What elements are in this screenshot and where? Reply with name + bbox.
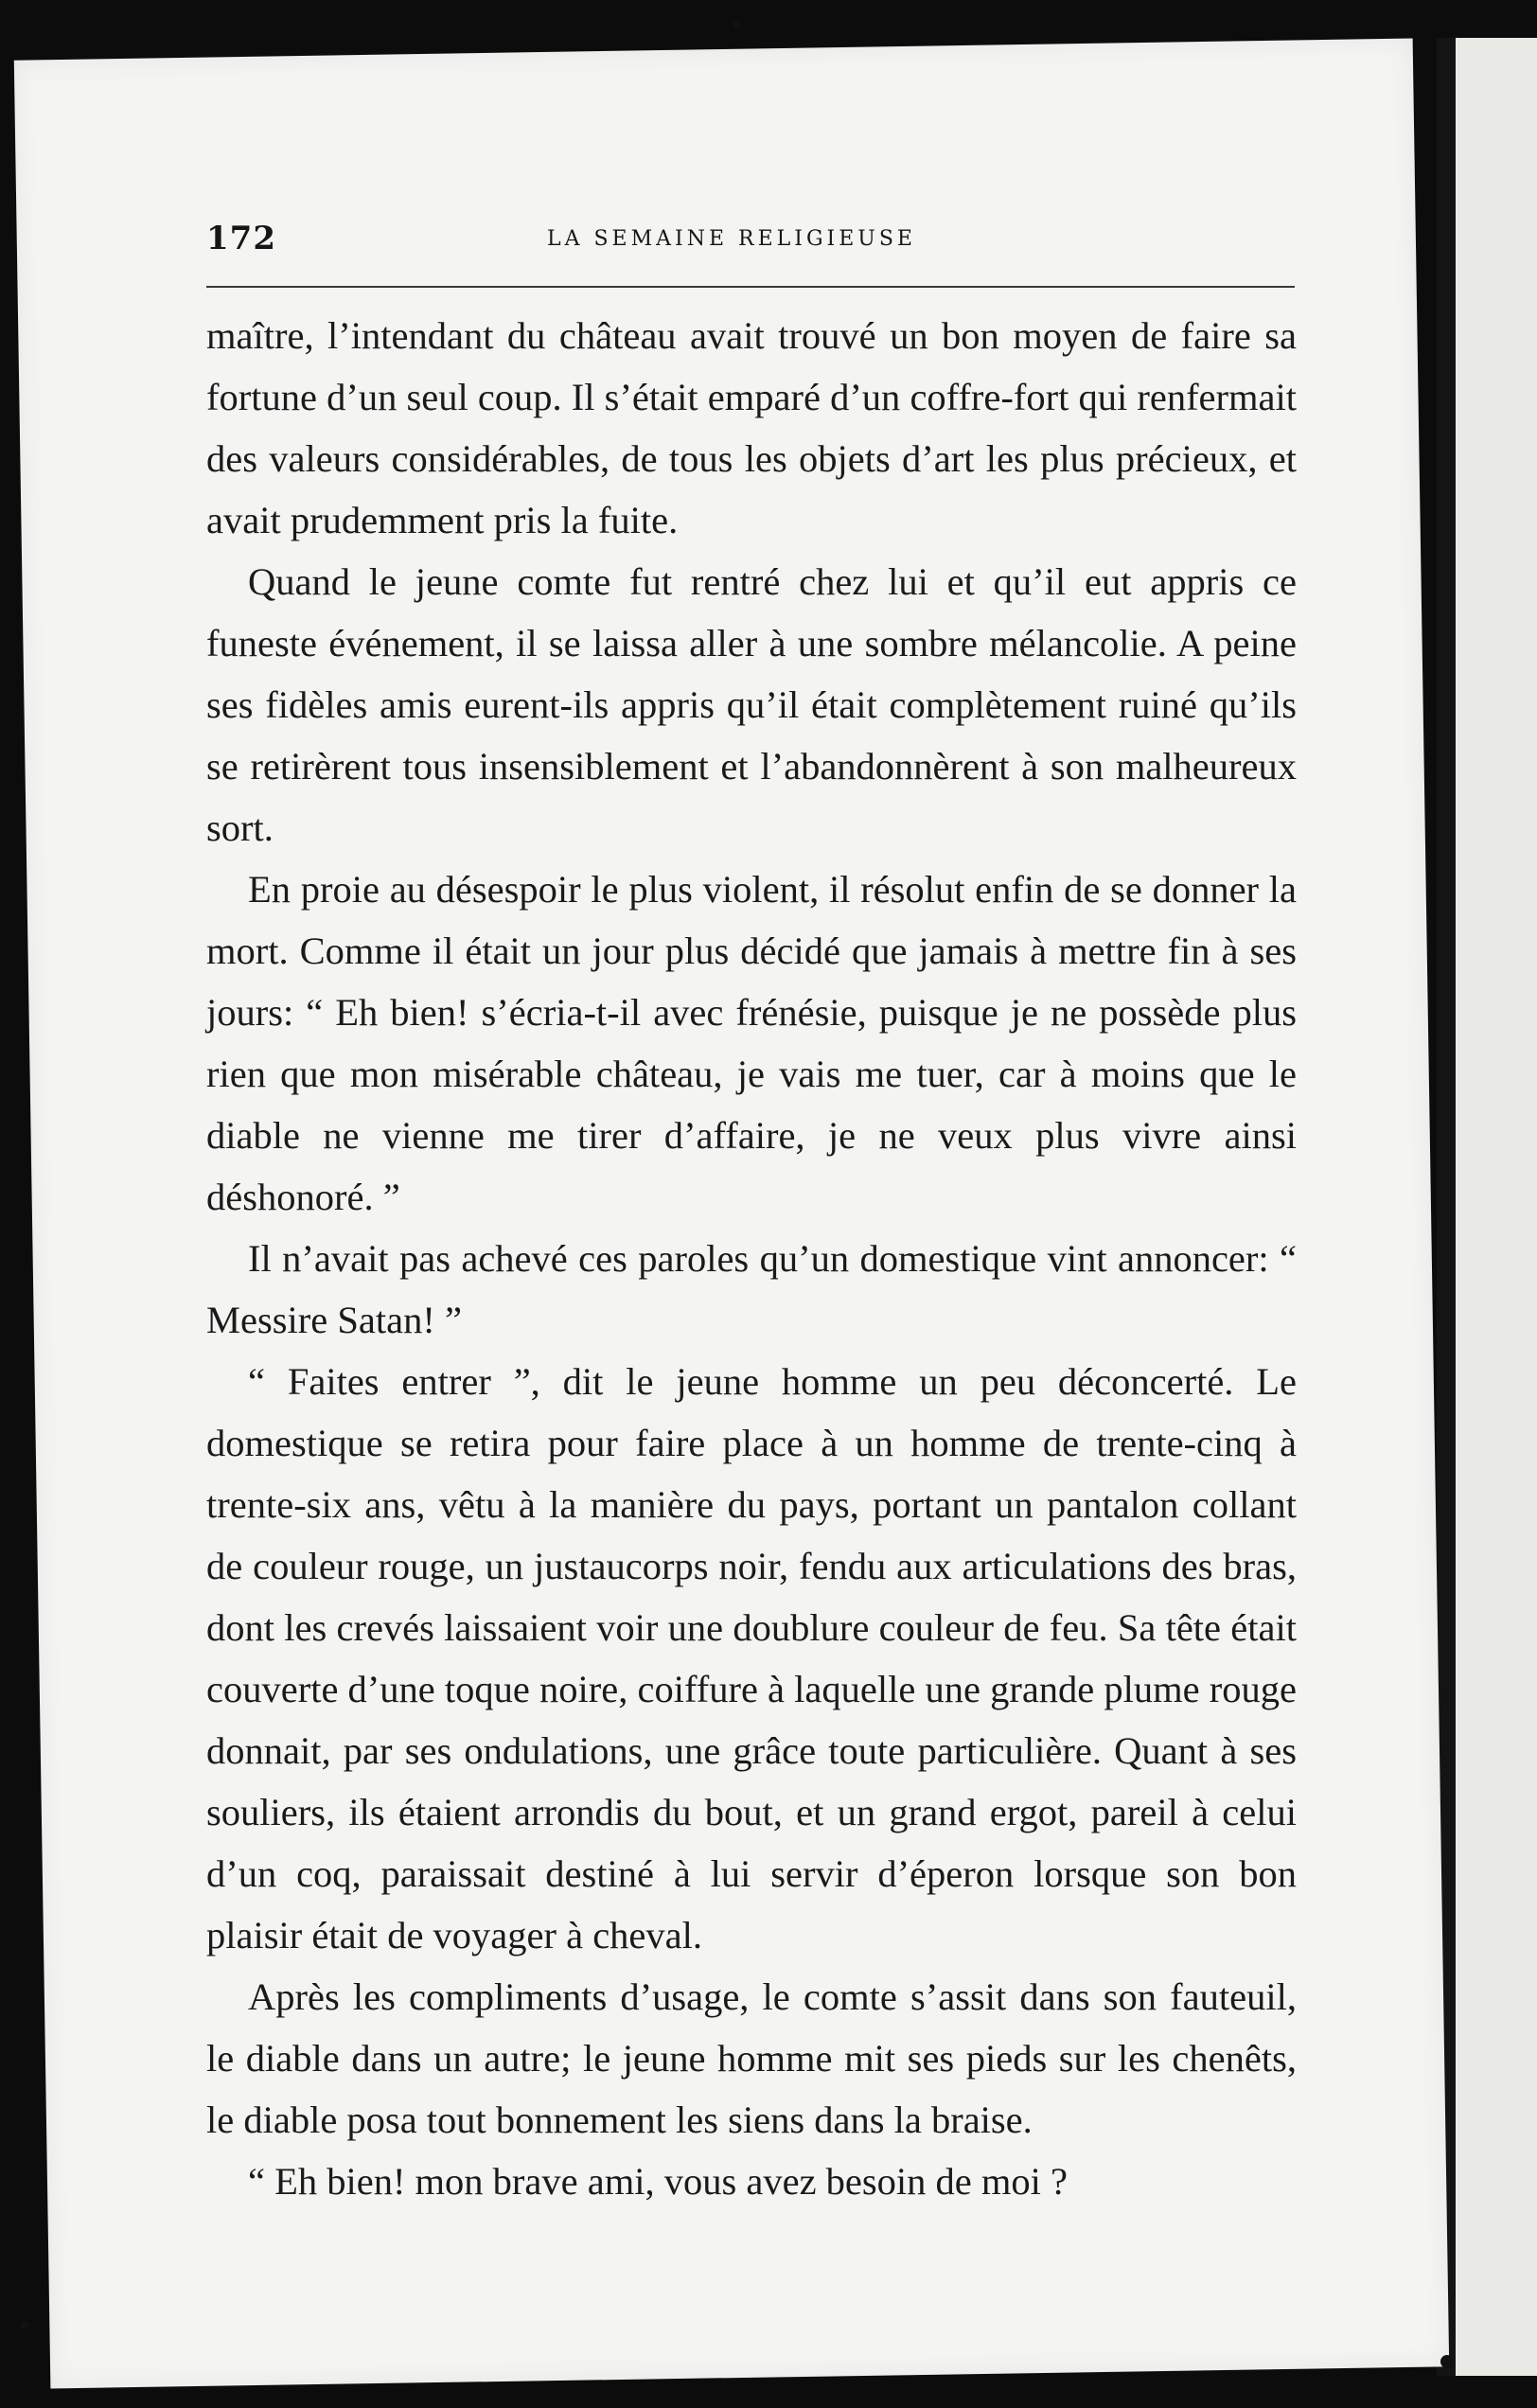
scan-speck	[21, 2321, 29, 2329]
paragraph: En proie au désespoir le plus violent, il résolut enfin de se donner la mort. Comme il était un jour plus décidé que jamais à mettre fin à ses jours: “ Eh bien! s’écria-t-il avec frénésie, puisque je ne possède plus rien que mon misérable château, je vais me tuer, car à moins que le diable ne vienne me tirer d’affaire, je ne veux plus vivre ainsi déshonoré. ”	[206, 868, 1297, 1218]
scan-speck	[733, 21, 741, 29]
paragraph: maître, l’intendant du château avait trouvé un bon moyen de faire sa fortune d’un seul coup. Il s’était emparé d’un coffre-fort qui renfermait des valeurs considérables, de tous les objets d’art les plus précieux, et avait prudemment pris la fuite.	[206, 314, 1297, 541]
running-header	[206, 216, 1297, 273]
page-number: 172	[206, 220, 276, 257]
running-title: LA SEMAINE RELIGIEUSE	[547, 227, 916, 251]
paragraph: Après les compliments d’usage, le comte s’assit dans son fauteuil, le diable dans un autre; le jeune homme mit ses pieds sur les chenêts, le diable posa tout bonnement les siens dans la braise.	[206, 1975, 1297, 2141]
adjacent-page-edge	[1437, 38, 1537, 2376]
paragraph: “ Faites entrer ”, dit le jeune homme un peu déconcerté. Le domestique se retira pour faire place à un homme de trente-cinq à trente-six ans, vêtu à la manière du pays, portant un pantalon collant de couleur rouge, un justaucorps noir, fendu aux articulations des bras, dont les crevés laissaient voir une doublure couleur de feu. Sa tête était couverte d’une toque noire, coiffure à laquelle une grande plume rouge donnait, par ses ondulations, une grâce toute particulière. Quant à ses souliers, ils étaient arrondis du bout, et un grand ergot, pareil à celui d’un coq, paraissait destiné à lui servir d’éperon lorsque son bon plaisir était de voyager à cheval.	[206, 1360, 1297, 1956]
paragraph: Quand le jeune comte fut rentré chez lui et qu’il eut appris ce funeste événement, il se laissa aller à une sombre mélancolie. A peine ses fidèles amis eurent-ils appris qu’il était complètement ruiné qu’ils se retirèrent tous insensiblement et l’abandonnèrent à son malheureux sort.	[206, 560, 1297, 849]
scan-speck	[1440, 2355, 1454, 2368]
header-rule	[206, 286, 1295, 288]
paragraph: Il n’avait pas achevé ces paroles qu’un domestique vint annoncer: “ Messire Satan! ”	[206, 1237, 1297, 1341]
paragraph: “ Eh bien! mon brave ami, vous avez besoin de moi ?	[248, 2160, 1068, 2203]
body-text	[206, 305, 1297, 2212]
